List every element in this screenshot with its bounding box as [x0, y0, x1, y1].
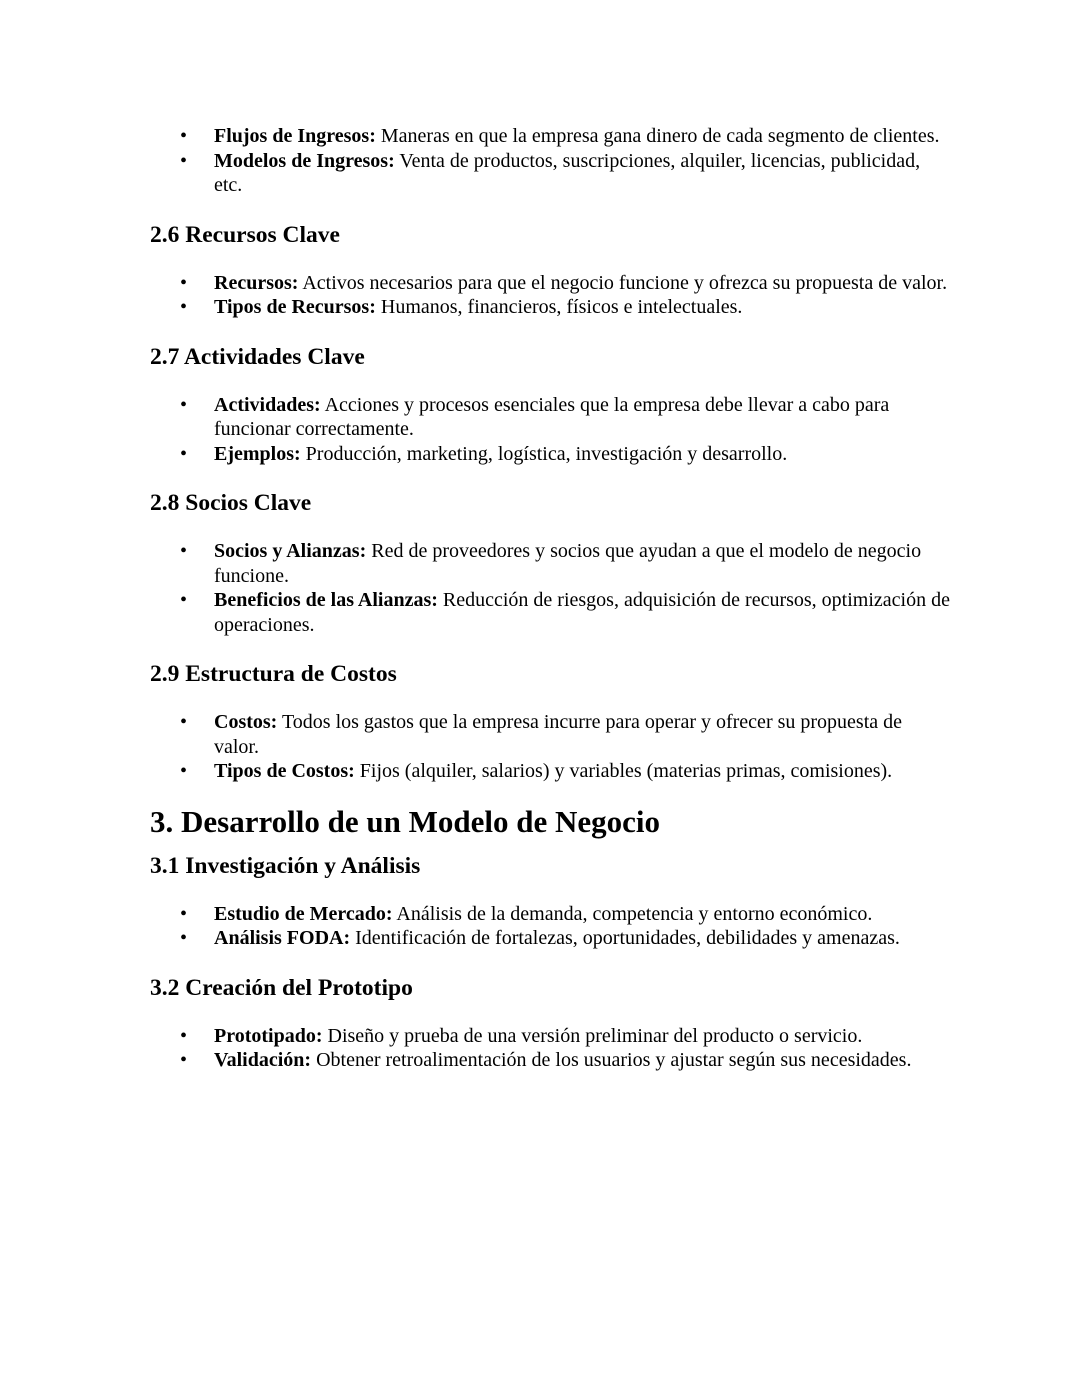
list-item	[150, 271, 950, 296]
list-item	[150, 902, 950, 927]
item-text: Reducción de riesgos, adquisición de recursos, optimización de operaciones.	[214, 589, 950, 636]
document-content	[150, 124, 950, 1073]
section-heading-2-6: 2.6 Recursos Clave	[150, 221, 340, 248]
item-term: Socios y Alianzas:	[214, 540, 367, 562]
resources-list	[150, 271, 950, 320]
section-heading-2-8: 2.8 Socios Clave	[150, 490, 312, 516]
bullet-icon: •	[180, 711, 188, 733]
bullet-icon: •	[180, 393, 188, 416]
list-item	[150, 588, 950, 637]
item-text: Activos necesarios para que el negocio funcione y ofrezca su propuesta de valor.	[298, 271, 948, 294]
list-item	[150, 295, 950, 320]
list-item	[150, 1024, 950, 1049]
item-term: Prototipado:	[214, 1024, 323, 1047]
bullet-icon: •	[180, 589, 188, 611]
item-text: Red de proveedores y socios que ayudan a que el modelo de negocio funcione.	[214, 540, 922, 587]
list-item	[150, 539, 950, 588]
bullet-icon: •	[180, 271, 188, 294]
list-item	[150, 393, 950, 442]
partners-list	[150, 539, 950, 637]
bullet-icon: •	[180, 442, 188, 465]
item-term: Análisis FODA:	[214, 927, 351, 949]
item-term: Flujos de Ingresos:	[214, 125, 376, 147]
section-heading-2-7: 2.7 Actividades Clave	[150, 343, 365, 370]
bullet-icon: •	[180, 902, 188, 925]
bullet-icon: •	[180, 149, 188, 172]
bullet-icon: •	[180, 760, 188, 782]
item-term: Ejemplos:	[214, 442, 301, 465]
item-text: Producción, marketing, logística, investigación y desarrollo.	[300, 442, 788, 465]
item-term: Validación:	[214, 1049, 312, 1071]
bullet-icon: •	[180, 1049, 188, 1071]
item-text: Acciones y procesos esenciales que la empresa debe llevar a cabo para funcionar correctamente.	[214, 393, 890, 440]
section-heading-3-2: 3.2 Creación del Prototipo	[150, 974, 413, 1001]
item-term: Recursos:	[214, 271, 299, 294]
research-list	[150, 902, 950, 951]
activities-list	[150, 393, 950, 467]
item-term: Tipos de Recursos:	[214, 296, 376, 318]
list-item	[150, 149, 950, 198]
list-item	[150, 124, 950, 149]
list-item	[150, 442, 950, 467]
section-heading-3-1: 3.1 Investigación y Análisis	[150, 852, 421, 879]
item-term: Modelos de Ingresos:	[214, 149, 395, 172]
item-term: Estudio de Mercado:	[214, 902, 393, 925]
costs-list	[150, 710, 950, 784]
bullet-icon: •	[180, 927, 188, 949]
list-item	[150, 926, 950, 951]
item-text: Identificación de fortalezas, oportunidades, debilidades y amenazas.	[350, 927, 900, 949]
item-term: Tipos de Costos:	[214, 760, 355, 782]
prototype-list	[150, 1024, 950, 1073]
item-term: Beneficios de las Alianzas:	[214, 589, 438, 611]
item-text: Humanos, financieros, físicos e intelectuales.	[375, 296, 743, 318]
item-text: Todos los gastos que la empresa incurre para operar y ofrecer su propuesta de valor.	[214, 711, 903, 758]
item-text: Diseño y prueba de una versión preliminar del producto o servicio.	[322, 1024, 863, 1047]
item-text: Maneras en que la empresa gana dinero de cada segmento de clientes.	[375, 125, 940, 147]
section-heading-2-9: 2.9 Estructura de Costos	[150, 661, 397, 687]
list-item	[150, 1048, 950, 1073]
item-text: Venta de productos, suscripciones, alquiler, licencias, publicidad, etc.	[214, 149, 921, 196]
revenue-list	[150, 124, 950, 198]
item-term: Actividades:	[214, 393, 321, 416]
bullet-icon: •	[180, 1024, 188, 1047]
item-text: Obtener retroalimentación de los usuarios y ajustar según sus necesidades.	[311, 1049, 912, 1071]
chapter-heading-3: 3. Desarrollo de un Modelo de Negocio	[150, 803, 661, 839]
list-item	[150, 759, 950, 784]
item-term: Costos:	[214, 711, 278, 733]
item-text: Fijos (alquiler, salarios) y variables (materias primas, comisiones).	[354, 760, 893, 782]
list-item	[150, 710, 950, 759]
bullet-icon: •	[180, 125, 188, 147]
bullet-icon: •	[180, 540, 188, 562]
bullet-icon: •	[180, 296, 188, 318]
item-text: Análisis de la demanda, competencia y entorno económico.	[392, 902, 873, 925]
